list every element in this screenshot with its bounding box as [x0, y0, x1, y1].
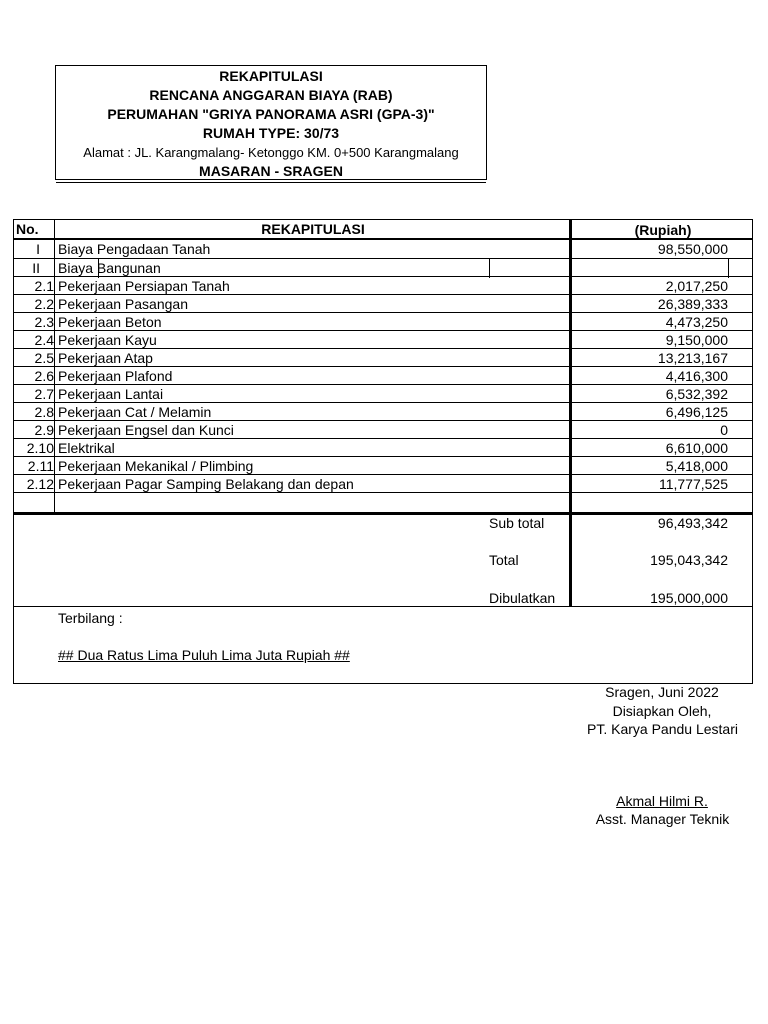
row-description: Biaya Pengadaan Tanah — [58, 241, 211, 257]
row-amount: 26,389,333 — [657, 296, 728, 312]
row-number: 2.6 — [34, 368, 54, 384]
subtotal-label: Sub total — [489, 515, 545, 531]
prepared-by: Disiapkan Oleh, — [612, 703, 712, 719]
column-header-no: No. — [16, 221, 39, 237]
row-description: Pekerjaan Kayu — [58, 332, 157, 348]
terbilang-label: Terbilang : — [58, 610, 123, 626]
row-number: II — [32, 260, 40, 276]
row-amount: 13,213,167 — [657, 350, 728, 366]
document-header — [55, 65, 487, 180]
row-number: I — [36, 241, 40, 257]
row-description: Pekerjaan Pasangan — [58, 296, 188, 312]
row-number: 2.4 — [34, 332, 54, 348]
row-amount: 9,150,000 — [665, 332, 728, 348]
row-amount: 4,416,300 — [665, 368, 728, 384]
row-amount: 4,473,250 — [665, 314, 728, 330]
rounded-label: Dibulatkan — [489, 590, 556, 606]
signatory-position: Asst. Manager Teknik — [595, 811, 730, 827]
total-label: Total — [489, 552, 519, 568]
row-description: Pekerjaan Persiapan Tanah — [58, 278, 230, 294]
place-date: Sragen, Juni 2022 — [605, 684, 719, 700]
row-amount: 98,550,000 — [657, 241, 728, 257]
row-amount: 5,418,000 — [665, 458, 728, 474]
row-number: 2.9 — [34, 422, 54, 438]
row-number: 2.11 — [27, 458, 54, 474]
row-description: Pekerjaan Pagar Samping Belakang dan depan — [58, 476, 354, 492]
row-number: 2.12 — [26, 476, 54, 492]
company-name: PT. Karya Pandu Lestari — [587, 721, 738, 737]
header-address: Alamat : JL. Karangmalang- Ketonggo KM. 0+500 Karangmalang — [83, 145, 459, 160]
row-amount: 6,532,392 — [665, 386, 728, 402]
row-amount: 2,017,250 — [665, 278, 728, 294]
row-description: Pekerjaan Plafond — [58, 368, 173, 384]
header-title: REKAPITULASI — [219, 68, 323, 84]
row-description: Pekerjaan Engsel dan Kunci — [58, 422, 234, 438]
column-header-description: REKAPITULASI — [261, 221, 365, 237]
header-house-type: RUMAH TYPE: 30/73 — [202, 125, 340, 141]
row-number: 2.8 — [34, 404, 54, 420]
header-location: MASARAN - SRAGEN — [199, 163, 343, 179]
row-number: 2.3 — [34, 314, 54, 330]
row-description: Pekerjaan Atap — [58, 350, 153, 366]
recap-table — [13, 219, 753, 684]
header-subtitle: RENCANA ANGGARAN BIAYA (RAB) — [149, 87, 393, 103]
row-description: Pekerjaan Mekanikal / Plimbing — [58, 458, 254, 474]
terbilang-value: ## Dua Ratus Lima Puluh Lima Juta Rupiah ## — [58, 647, 350, 663]
row-description: Elektrikal — [58, 440, 115, 456]
row-description: Pekerjaan Cat / Melamin — [58, 404, 212, 420]
row-amount: 6,610,000 — [665, 440, 728, 456]
row-number: 2.1 — [34, 278, 54, 294]
row-description: Pekerjaan Lantai — [58, 386, 164, 402]
header-project: PERUMAHAN "GRIYA PANORAMA ASRI (GPA-3)" — [107, 106, 435, 122]
total-value: 195,043,342 — [650, 552, 728, 568]
rounded-value: 195,000,000 — [650, 590, 728, 606]
row-number: 2.10 — [26, 440, 54, 456]
row-number: 2.7 — [34, 386, 54, 402]
column-header-amount: (Rupiah) — [634, 222, 692, 238]
row-amount: 0 — [720, 422, 728, 438]
signatory-name: Akmal Hilmi R. — [616, 793, 708, 809]
row-description: Biaya Bangunan — [58, 260, 161, 276]
row-number: 2.2 — [34, 296, 54, 312]
subtotal-value: 96,493,342 — [657, 515, 728, 531]
row-description: Pekerjaan Beton — [58, 314, 162, 330]
row-amount: 6,496,125 — [665, 404, 728, 420]
row-number: 2.5 — [34, 350, 54, 366]
row-amount: 11,777,525 — [658, 476, 728, 492]
